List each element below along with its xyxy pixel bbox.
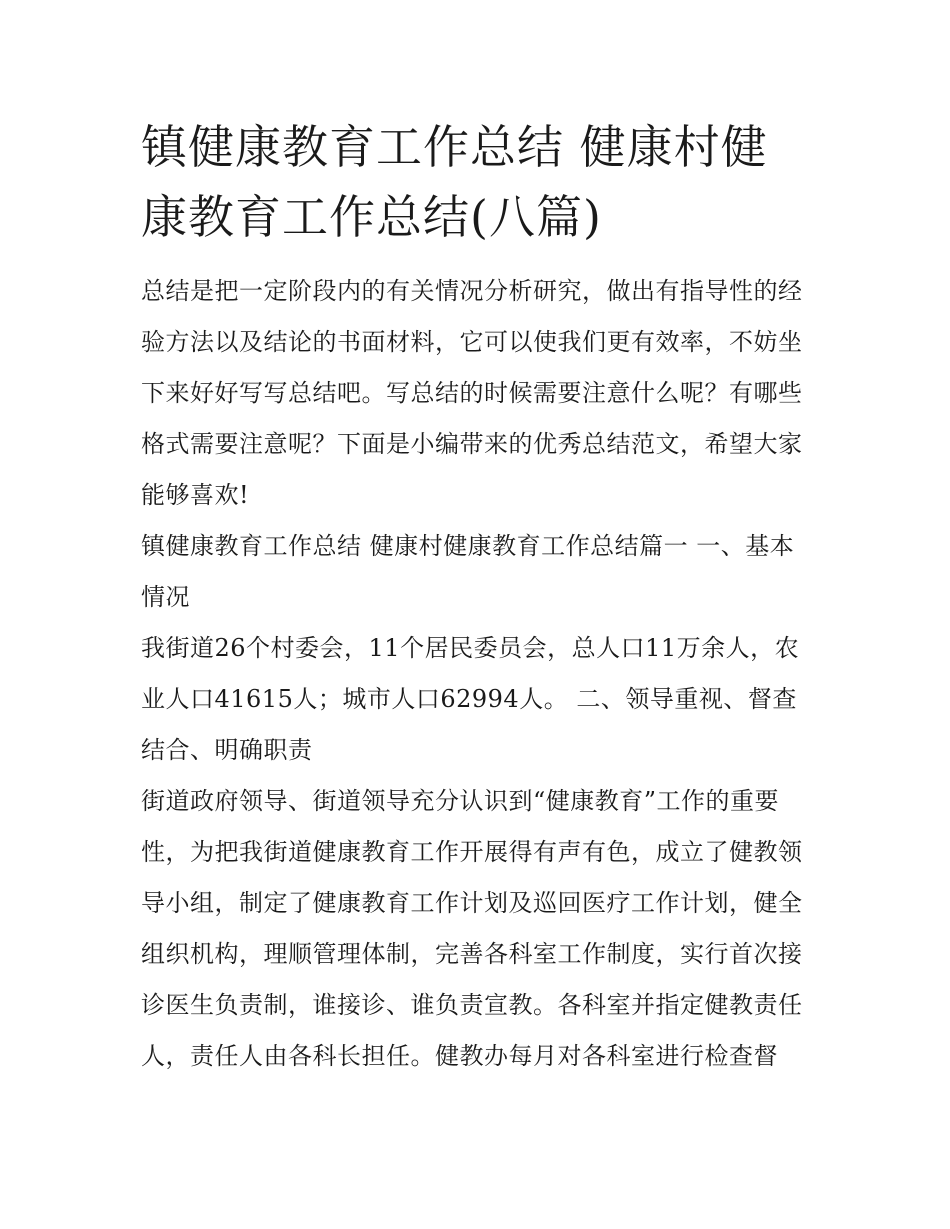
section-heading-paragraph: 镇健康教育工作总结 健康村健康教育工作总结篇一 一、基本情况 xyxy=(141,532,795,611)
document-body xyxy=(141,112,813,1082)
intro-paragraph: 总结是把一定阶段内的有关情况分析研究，做出有指导性的经验方法以及结论的书面材料，它可以使我们更有效率，不妨坐下来好好写写总结吧。写总结的时候需要注意什么呢？有哪些格式需要注意呢？下面是小编带来的优秀总结范文，希望大家能够喜欢! xyxy=(141,277,803,509)
leadership-paragraph: 街道政府领导、街道领导充分认识到“健康教育”工作的重要性，为把我街道健康教育工作开展得有声有色，成立了健教领导小组，制定了健康教育工作计划及巡回医疗工作计划，健全组织机构，理顺管理体制，完善各科室工作制度，实行首次接诊医生负责制，谁接诊、谁负责宣教。各科室并指定健教责任人，责任人由各科长担任。健教办每月对各科室进行检查督 xyxy=(141,787,803,1070)
population-paragraph: 我街道26个村委会，11个居民委员会，总人口11万余人，农业人口41615人；城市人口62994人。 二、领导重视、督查结合、明确职责 xyxy=(141,634,800,764)
document-title: 镇健康教育工作总结 健康村健康教育工作总结(八篇) xyxy=(141,120,768,244)
